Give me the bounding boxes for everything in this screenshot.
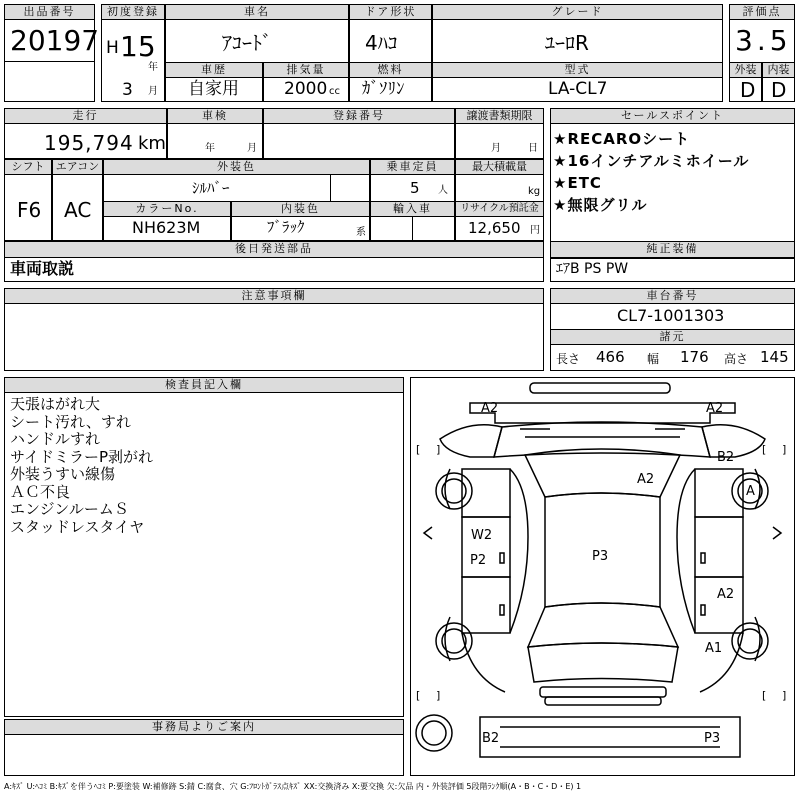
score: 3.5: [735, 24, 792, 57]
inspector-line: サイドミラーP剥がれ: [10, 447, 153, 466]
plate-cell: [263, 123, 455, 159]
ext-grade: D: [740, 78, 756, 102]
ac: AC: [64, 198, 92, 222]
plate-header: 登録番号: [263, 108, 455, 124]
office-cell: [4, 734, 404, 776]
inspector-line: シート汚れ、すれ: [10, 412, 131, 431]
capacity-unit: 人: [438, 185, 448, 196]
sales-point: ★無限グリル: [553, 196, 648, 214]
equip-header: 純正装備: [550, 241, 795, 258]
interior-header: 内装色: [231, 201, 370, 217]
chassis-header: 車台番号: [550, 288, 795, 304]
sales-point: ★RECAROシート: [553, 130, 691, 148]
color-no: NH623M: [132, 218, 201, 237]
bracket-mark: [: [416, 443, 421, 456]
interior-unit: 系: [356, 227, 366, 238]
inspection-header: 車検: [167, 108, 263, 124]
mileage-header: 走行: [4, 108, 167, 124]
damage-label: A: [746, 484, 755, 499]
inspector-notes: [10, 396, 153, 536]
inspector-header: 検査員記入欄: [4, 377, 404, 393]
bracket-mark: [: [416, 689, 421, 702]
damage-label: A2: [706, 401, 724, 416]
lot-number: 20197: [10, 24, 100, 57]
length-value: 466: [596, 348, 625, 366]
notes-header: 注意事項欄: [4, 288, 544, 304]
inspector-line: 天張はがれ大: [10, 395, 101, 413]
damage-label: A2: [717, 587, 735, 602]
inspector-line: 外装うすい線傷: [10, 465, 116, 483]
sales-points-list: [553, 128, 749, 216]
fuel-header: 燃料: [349, 62, 432, 78]
bracket-mark: [: [762, 689, 767, 702]
legend: A:ｷｽﾞ U:ﾍｺﾐ B:ｷｽﾞを伴うﾍｺﾐ P:要塗装 W:補修跡 S:錆 C:腐食、穴 G:ﾌﾛﾝﾄｶﾞﾗｽ点ｷｽﾞ XX:交換済み X:要交換 欠:欠品 内・外装評価 5段階ﾗﾝｸ順(A・B・C・D・E) 1: [4, 782, 582, 791]
width-value: 176: [680, 348, 709, 366]
insp-month-unit: 月: [247, 143, 257, 154]
lot-lower-cell: [4, 61, 95, 102]
lot-header: 出品番号: [4, 4, 95, 20]
damage-label: P3: [592, 549, 609, 564]
transfer-day-unit: 日: [528, 143, 538, 154]
reg-year: 15: [120, 30, 156, 63]
sales-header: セールスポイント: [550, 108, 795, 124]
office-header: 事務局よりご案内: [4, 719, 404, 735]
door-header: ドア形状: [349, 4, 432, 20]
model: LA-CL7: [548, 79, 608, 99]
shift-header: シフト: [4, 159, 52, 175]
mileage: 195,794: [44, 131, 134, 155]
score-header: 評価点: [729, 4, 795, 20]
inspector-line: スタッドレスタイヤ: [10, 517, 145, 536]
inspector-line: ＡＣ不良: [10, 482, 71, 501]
model-header: 型式: [432, 62, 723, 78]
recycle: 12,650: [468, 219, 521, 237]
grade-header: グレード: [432, 4, 723, 20]
int-header: 内装: [762, 62, 795, 78]
height-value: 145: [760, 348, 789, 366]
ext-header: 外装: [729, 62, 762, 78]
import-header: 輸入車: [370, 201, 455, 217]
bracket-mark: ]: [436, 443, 441, 456]
color-sub-cell: [330, 174, 370, 202]
length-label: 長さ: [556, 352, 581, 366]
reg-year-unit: 年: [148, 62, 158, 73]
disp-unit: cc: [329, 86, 340, 97]
bracket-mark: ]: [782, 443, 787, 456]
damage-label: A1: [705, 641, 723, 656]
damage-label: A2: [637, 472, 655, 487]
height-label: 高さ: [724, 352, 749, 366]
sales-point: ★ETC: [553, 174, 602, 192]
transfer-month-unit: 月: [491, 143, 501, 154]
inspector-line: ハンドルすれ: [10, 430, 101, 448]
parts-cell: [4, 257, 544, 282]
notes-cell: [4, 303, 544, 371]
reg-month-unit: 月: [148, 86, 158, 97]
disp-header: 排気量: [263, 62, 349, 78]
transfer-header: 譲渡書類期限: [455, 108, 544, 124]
interior-color: ﾌﾞﾗｯｸ: [267, 218, 305, 236]
load-unit: kg: [528, 186, 541, 197]
int-grade: D: [771, 78, 787, 102]
bracket-mark: ]: [436, 689, 441, 702]
width-label: 幅: [647, 352, 660, 366]
capacity: 5: [410, 179, 420, 197]
recycle-unit: 円: [530, 225, 540, 236]
damage-label: B2: [717, 450, 735, 465]
mileage-unit: km: [138, 133, 166, 154]
dims-cell: [550, 344, 795, 371]
displacement: 2000: [284, 79, 328, 99]
grade: ﾕｰﾛR: [545, 31, 589, 55]
bracket-mark: [: [762, 443, 767, 456]
door-type: 4ﾊｺ: [365, 31, 398, 55]
equip-value: ｴｱB PS PW: [556, 261, 629, 277]
fuel: ｶﾞｿﾘﾝ: [362, 79, 405, 99]
damage-label: B2: [482, 731, 500, 746]
car-diagram: [410, 377, 795, 776]
color: ｼﾙﾊﾞｰ: [192, 179, 230, 197]
capacity-header: 乗車定員: [370, 159, 455, 175]
chassis-number: CL7-1001303: [617, 306, 725, 325]
shift: F6: [17, 198, 42, 222]
import-sub-cell: [412, 216, 455, 241]
reg-month: 3: [122, 80, 133, 100]
history: 自家用: [188, 79, 239, 99]
parts-header: 後日発送部品: [4, 241, 544, 258]
bracket-mark: ]: [782, 689, 787, 702]
damage-label: W2: [471, 528, 493, 543]
load-header: 最大積載量: [455, 159, 544, 175]
car-name: ｱｺｰﾄﾞ: [222, 31, 272, 55]
sales-point: ★16インチアルミホイール: [553, 152, 750, 170]
damage-label: P3: [704, 731, 721, 746]
ac-header: エアコン: [52, 159, 103, 175]
color-header: 外装色: [103, 159, 370, 175]
color-no-header: カラーNo.: [103, 201, 231, 217]
inspector-line: エンジンルームＳ: [10, 500, 129, 518]
parts-value: 車両取説: [10, 259, 75, 278]
insp-year-unit: 年: [205, 143, 215, 154]
damage-label: P2: [470, 553, 487, 568]
name-header: 車名: [165, 4, 349, 20]
recycle-header: リサイクル預託金: [455, 201, 544, 217]
era: H: [106, 38, 119, 58]
history-header: 車歴: [165, 62, 263, 78]
dims-header: 諸元: [550, 329, 795, 345]
damage-label: A2: [481, 401, 499, 416]
first-reg-header: 初度登録: [101, 4, 165, 20]
